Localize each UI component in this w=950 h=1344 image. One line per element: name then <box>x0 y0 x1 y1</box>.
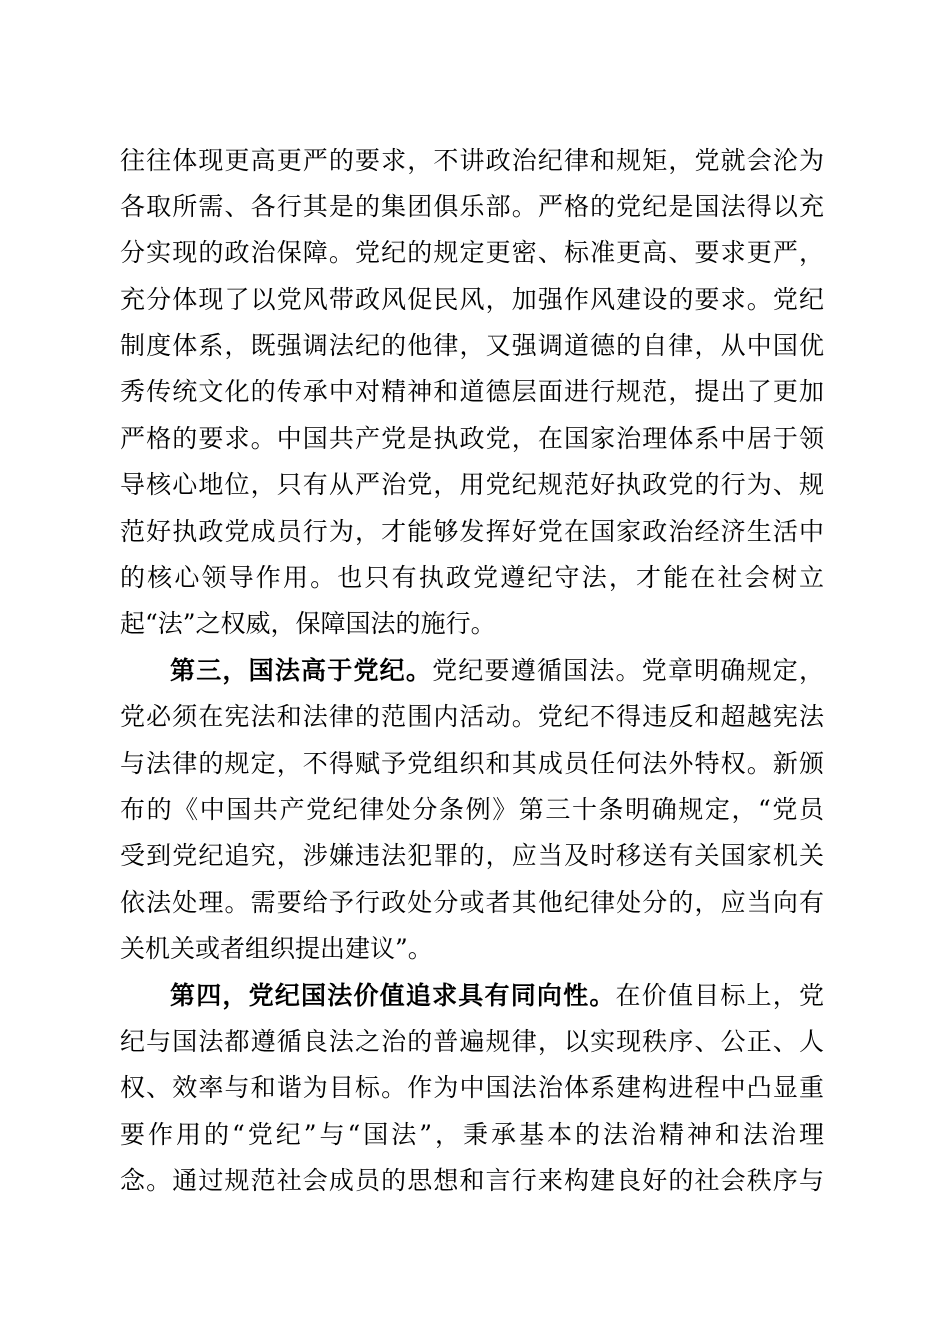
text-line: 的核心领导作用。也只有执政党遵纪守法，才能在社会树立 <box>120 563 824 592</box>
text-line: 秀传统文化的传承中对精神和道德层面进行规范，提出了更加 <box>120 377 824 406</box>
text-line: 严格的要求。中国共产党是执政党，在国家治理体系中居于领 <box>120 424 824 453</box>
text-line: 制度体系，既强调法纪的他律，又强调道德的自律，从中国优 <box>120 331 824 360</box>
paragraph-lead-heading: 第四，党纪国法价值追求具有同向性。 <box>170 981 616 1010</box>
text-line: 关机关或者组织提出建议”。 <box>120 934 433 963</box>
text-line: 要作用的“党纪”与“国法”，秉承基本的法治精神和法治理 <box>120 1120 824 1149</box>
text-line: 导核心地位，只有从严治党，用党纪规范好执政党的行为、规 <box>120 470 824 499</box>
text-line: 与法律的规定，不得赋予党组织和其成员任何法外特权。新颁 <box>120 749 824 778</box>
text-line: 分实现的政治保障。党纪的规定更密、标准更高、要求更严， <box>120 238 824 267</box>
paragraph-first-line-text: 在价值目标上，党 <box>615 981 824 1010</box>
text-line: 往往体现更高更严的要求，不讲政治纪律和规矩，党就会沦为 <box>120 146 824 175</box>
text-line: 受到党纪追究，涉嫌违法犯罪的，应当及时移送有关国家机关 <box>120 841 824 870</box>
text-line: 布的《中国共产党纪律处分条例》第三十条明确规定，“党员 <box>120 795 824 824</box>
paragraph-first-line <box>170 981 824 1011</box>
paragraph-first-line <box>170 656 824 686</box>
text-line: 起“法”之权威，保障国法的施行。 <box>120 609 496 638</box>
paragraph-first-line-text: 党纪要遵循国法。党章明确规定， <box>432 656 824 685</box>
text-line: 权、效率与和谐为目标。作为中国法治体系建构进程中凸显重 <box>120 1073 824 1102</box>
text-line: 党必须在宪法和法律的范围内活动。党纪不得违反和超越宪法 <box>120 702 824 731</box>
text-line: 范好执政党成员行为，才能够发挥好党在国家政治经济生活中 <box>120 517 824 546</box>
paragraph-lead-heading: 第三，国法高于党纪。 <box>170 656 433 685</box>
text-line: 充分体现了以党风带政风促民风，加强作风建设的要求。党纪 <box>120 285 824 314</box>
text-line: 依法处理。需要给予行政处分或者其他纪律处分的，应当向有 <box>120 888 824 917</box>
text-line: 各取所需、各行其是的集团俱乐部。严格的党纪是国法得以充 <box>120 192 824 221</box>
text-line: 纪与国法都遵循良法之治的普遍规律，以实现秩序、公正、人 <box>120 1027 824 1056</box>
text-line: 念。通过规范社会成员的思想和言行来构建良好的社会秩序与 <box>120 1166 824 1195</box>
